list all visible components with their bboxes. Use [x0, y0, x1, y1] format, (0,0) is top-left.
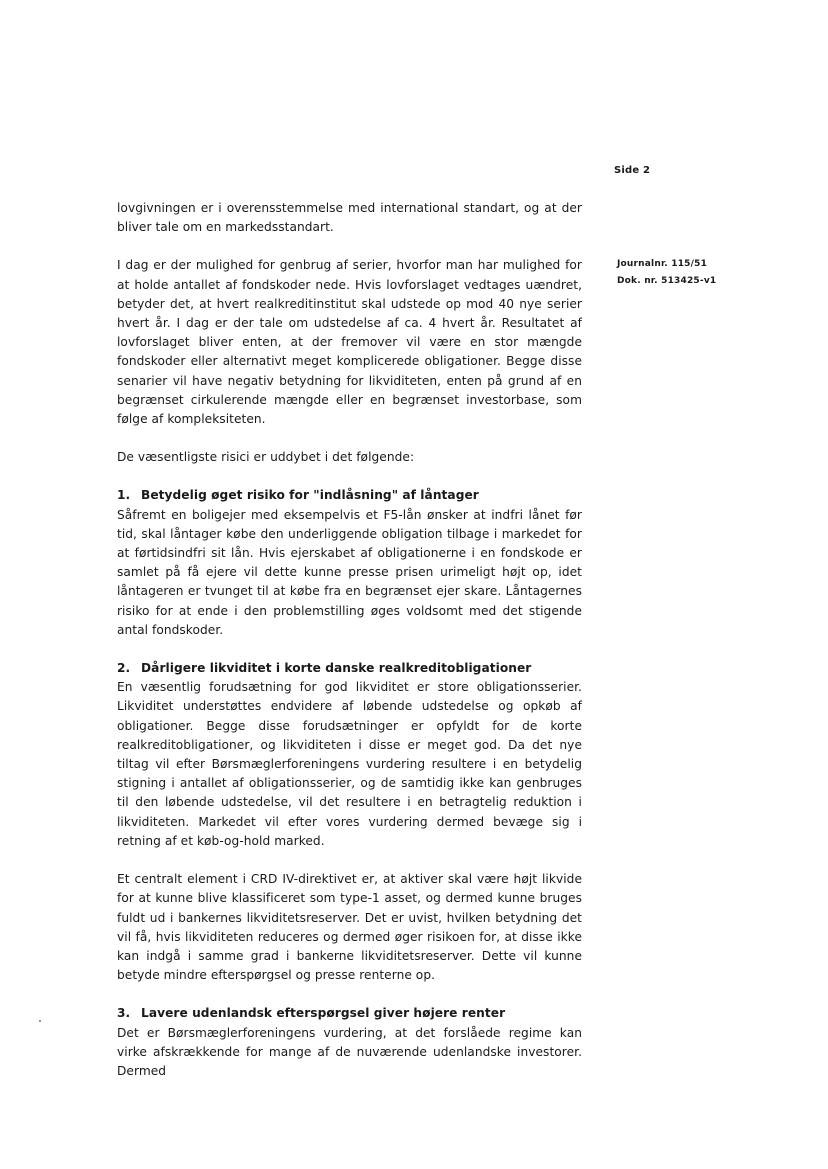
body-text	[117, 199, 582, 1100]
section-1-paragraph: Såfremt en boligejer med eksempelvis et F5-lån ønsker at indfri lånet før tid, skal låntager købe den underliggende obligation tilbage i markedet for at førtidsindfri sit lån. Hvis ejerskabet af obligationerne i en fondskode er samlet på få ejere vil dette kunne presse prisen urimeligt højt op, idet låntageren er tvunget til at købe fra en begrænset ejer skare. Låntagernes risiko for at ende i den problemstilling øges voldsomt med det stigende antal fondskoder.	[117, 507, 582, 637]
section-title: Betydelig øget risiko for "indlåsning" af låntager	[141, 488, 479, 503]
section-title: Dårligere likviditet i korte danske realkreditobligationer	[141, 661, 532, 676]
paragraph-series-reuse: I dag er der mulighed for genbrug af serier, hvorfor man har mulighed for at holde antallet af fondskoder nede. Hvis lovforslaget vedtages uændret, betyder det, at hvert realkreditinstitut skal udstede op mod 40 nye serier hvert år. I dag er der tale om udstedelse af ca. 4 hvert år. Resultatet af lovforslaget bliver enten, at der fremover vil være en stor mængde fondskoder eller alternativt meget komplicerede obligationer. Begge disse senarier vil have negativ betydning for likviditeten, enten på grund af en begrænset cirkulerende mængde eller en begrænset investorbase, som følge af kompleksiteten.	[117, 258, 582, 427]
section-heading-1	[117, 486, 582, 505]
margin-metadata	[617, 256, 716, 290]
section-title: Lavere udenlandsk efterspørgsel giver højere renter	[141, 1006, 506, 1021]
scan-speck	[39, 1020, 41, 1022]
page-number: Side 2	[614, 165, 651, 176]
document-number: Dok. nr. 513425-v1	[617, 276, 717, 286]
section-2-paragraph-2: Et centralt element i CRD IV-direktivet er, at aktiver skal være højt likvide for at kunne blive klassificeret som type-1 asset, og dermed kunne bruges fuldt ud i bankernes likviditetsreserver. Det er uvist, hvilken betydning det vil få, hvis likviditeten reduceres og dermed øger risikoen for, at disse ikke kan indgå i samme grad i bankerne likviditetsreserver. Dette vil kunne betyde mindre efterspørgsel og presse renterne op.	[117, 872, 582, 983]
section-3-paragraph: Det er Børsmæglerforeningens vurdering, at det forslåede regime kan virke afskrækkende for mange af de nuværende udenlandske investorer. Dermed	[117, 1025, 582, 1078]
paragraph-risks-intro: De væsentligste risici er uddybet i det følgende:	[117, 450, 415, 465]
section-2-paragraph-1: En væsentlig forudsætning for god likviditet er store obligationsserier. Likviditet understøttes endvidere af løbende udstedelse og opkøb af obligationer. Begge disse forudsætninger er opfyldt for de korte realkreditobligationer, og likviditeten i disse er meget god. Da det nye tiltag vil efter Børsmæglerforeningens vurdering resultere i en betydelig stigning i antallet af obligationsserier, og de samtidig ikke kan genbruges til den løbende udstedelse, vil det resultere i en betragtelig reduktion i likviditeten. Markedet vil efter vores vurdering dermed bevæge sig i retning af et køb-og-hold marked.	[117, 680, 582, 848]
section-heading-2	[117, 659, 582, 678]
section-number: 2.	[117, 661, 131, 676]
journal-number: Journalnr. 115/51	[617, 259, 708, 269]
section-number: 3.	[117, 1006, 131, 1021]
section-number: 1.	[117, 488, 131, 503]
section-heading-3	[117, 1004, 582, 1023]
paragraph-intro-continuation: lovgivningen er i overensstemmelse med international standart, og at der bliver tale om en markedsstandart.	[117, 201, 582, 235]
